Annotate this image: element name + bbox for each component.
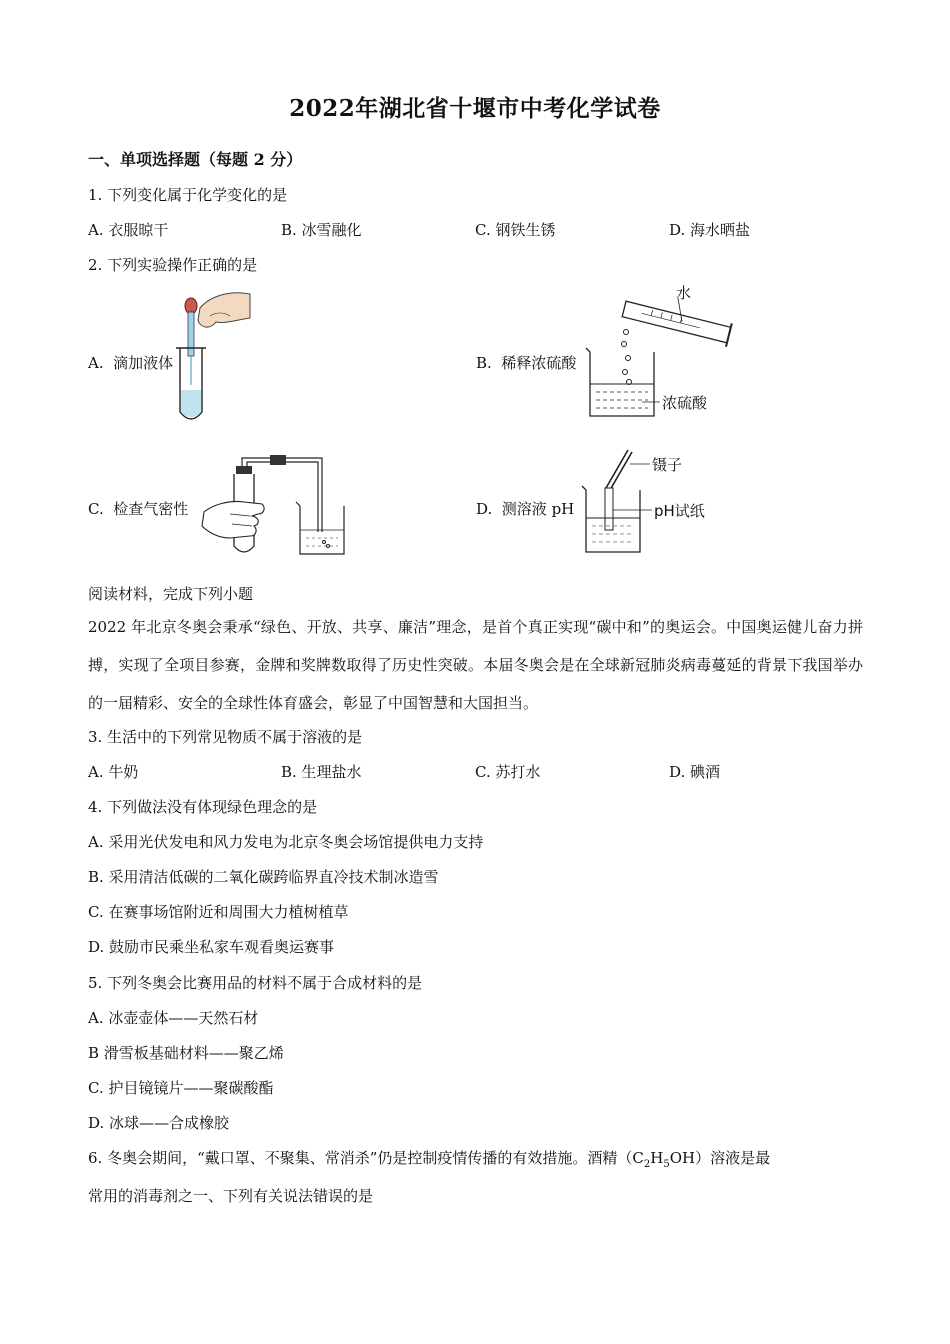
ph-paper-tag: pH试纸 (654, 502, 705, 520)
question-4-stem: 4. 下列做法没有体现绿色理念的是 (88, 798, 318, 816)
question-2-stem: 2. 下列实验操作正确的是 (88, 256, 258, 274)
option-c: C. 苏打水 (475, 763, 541, 781)
option-d: D. 鼓励市民乘坐私家车观看奥运赛事 (88, 938, 335, 956)
reading-intro: 阅读材料，完成下列小题 (88, 585, 254, 603)
option-b: B. 冰雪融化 (281, 221, 362, 239)
option-b: B 滑雪板基础材料——聚乙烯 (88, 1044, 284, 1062)
tweezers-tag: 镊子 (652, 456, 683, 474)
dropper-figure (170, 290, 260, 425)
airtight-figure (200, 450, 360, 560)
option-c: C. 在赛事场馆附近和周围大力植树植草 (88, 903, 349, 921)
question-1-stem: 1. 下列变化属于化学变化的是 (88, 186, 288, 204)
question-6-stem-line2: 常用的消毒剂之一、下列有关说法错误的是 (88, 1187, 374, 1205)
stem-text: 6. 冬奥会期间，“戴口罩、不聚集、常消杀”仍是控制疫情传播的有效措施。酒精（C (88, 1149, 644, 1167)
option-a: A. 采用光伏发电和风力发电为北京冬奥会场馆提供电力支持 (88, 833, 484, 851)
option-a: A. 冰壶壶体——天然石材 (88, 1009, 259, 1027)
stem-text: H (650, 1149, 664, 1167)
acid-tag: 浓硫酸 (662, 394, 708, 412)
figure-c-label: C. 检查气密性 (88, 500, 189, 518)
option-d: D. 海水晒盐 (669, 221, 751, 239)
stem-text: OH）溶液是最 (669, 1149, 771, 1167)
option-a: A. 衣服晾干 (88, 221, 169, 239)
section-heading: 一、单项选择题（每题 2 分） (88, 150, 303, 169)
subscript: 2 (643, 1159, 651, 1170)
option-b: B. 采用清洁低碳的二氧化碳跨临界直冷技术制冰造雪 (88, 868, 439, 886)
option-d: D. 冰球——合成橡胶 (88, 1114, 230, 1132)
page-title: 2022年湖北省十堰市中考化学试卷 (289, 95, 661, 122)
question-6-stem (88, 1148, 770, 1175)
figure-b-label: B. 稀释浓硫酸 (476, 354, 577, 372)
ph-figure (580, 448, 720, 558)
option-b: B. 生理盐水 (281, 763, 362, 781)
option-c: C. 护目镜镜片——聚碳酸酯 (88, 1079, 274, 1097)
figure-a-label: A. 滴加液体 (88, 354, 174, 372)
figure-d-label: D. 测溶液 pH (476, 500, 575, 518)
dilution-figure (580, 282, 740, 422)
water-tag: 水 (676, 284, 692, 302)
option-a: A. 牛奶 (88, 763, 139, 781)
option-d: D. 碘酒 (669, 763, 721, 781)
reading-passage: 2022 年北京冬奥会秉承“绿色、开放、共享、廉洁”理念，是首个真正实现“碳中和”的奥运会。中国奥运健儿奋力拼搏，实现了全项目参赛，金牌和奖牌数取得了历史性突破。本届冬奥会是在全球新冠肺炎病毒蔓延的背景下我国举办的一届精彩、安全的全球性体育盛会，彰显了中国智慧和大国担当。 (88, 618, 863, 712)
subscript: 5 (663, 1159, 670, 1170)
question-5-stem: 5. 下列冬奥会比赛用品的材料不属于合成材料的是 (88, 974, 423, 992)
question-3-stem: 3. 生活中的下列常见物质不属于溶液的是 (88, 728, 363, 746)
option-c: C. 钢铁生锈 (475, 221, 556, 239)
